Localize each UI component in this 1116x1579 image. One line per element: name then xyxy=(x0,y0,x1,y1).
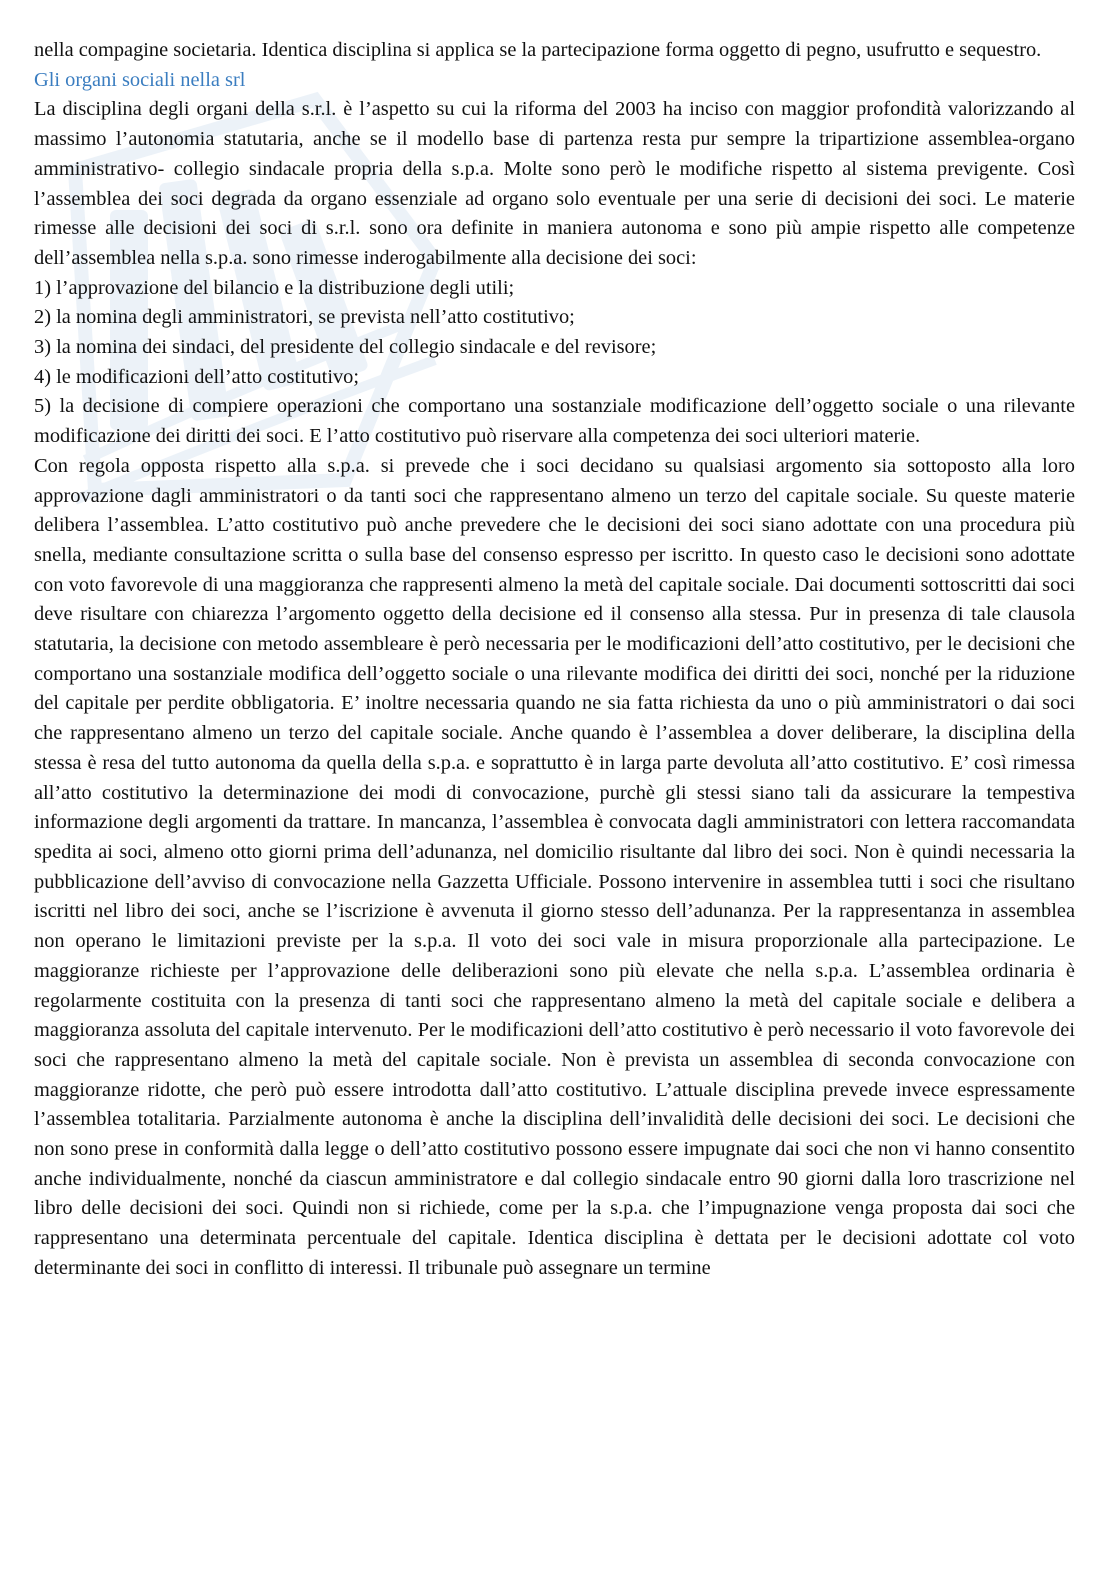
document-page xyxy=(34,36,1075,1284)
paragraph: nella compagine societaria. Identica disciplina si applica se la partecipazione forma oggetto di pegno, usufrutto e sequestro. xyxy=(34,39,1042,61)
list-item: 4) le modificazioni dell’atto costitutivo; xyxy=(34,365,360,388)
list-item: 2) la nomina degli amministratori, se prevista nell’atto costitutivo; xyxy=(34,306,575,329)
paragraph: La disciplina degli organi della s.r.l. è l’aspetto su cui la riforma del 2003 ha inciso con maggior profondità valorizzando al massimo l’autonomia statutaria, anche se il modello base di partenza resta pur sempre la tripartizione assemblea-organo amministrativo- collegio sindacale propria della s.p.a. Molte sono però le modifiche rispetto al sistema previgente. Così l’assemblea dei soci degrada da organo essenziale ad organo solo eventuale per una serie di decisioni dei soci. Le materie rimesse alle decisioni dei soci di s.r.l. sono ora definite in maniera autonoma e sono più ampie rispetto alle competenze dell’assemblea nella s.p.a. sono rimesse inderogabilmente alla decisione dei soci: xyxy=(34,98,1075,269)
list-item: 3) la nomina dei sindaci, del presidente del collegio sindacale e del revisore; xyxy=(34,336,657,359)
paragraph: Con regola opposta rispetto alla s.p.a. si prevede che i soci decidano su qualsiasi argomento sia sottoposto alla loro approvazione dagli amministratori o da tanti soci che rappresentano almeno un terzo del capitale sociale. Su queste materie delibera l’assemblea. L’atto costitutivo può anche prevedere che le decisioni dei soci siano adottate con una procedura più snella, mediante consultazione scritta o sulla base del consenso espresso per iscritto. In questo caso le decisioni sono adottate con voto favorevole di una maggioranza che rappresenti almeno la metà del capitale sociale. Dai documenti sottoscritti dai soci deve risultare con chiarezza l’argomento oggetto della decisione ed il consenso alla stessa. Pur in presenza di tale clausola statutaria, la decisione con metodo assembleare è però necessaria per le modificazioni dell’atto costitutivo, per le decisioni che comportano una sostanziale modifica dell’oggetto sociale o una rilevante modifica dei diritti dei soci, nonché per la riduzione del capitale per perdite obbligatoria. E’ inoltre necessaria quando ne sia fatta richiesta da uno o più amministratori o dai soci che rappresentano almeno un terzo del capitale sociale. Anche quando è l’assemblea a dover deliberare, la disciplina della stessa è resa del tutto autonoma da quella della s.p.a. e soprattutto è in larga parte devoluta all’atto costitutivo. E’ così rimessa all’atto costitutivo la determinazione dei modi di convocazione, purchè gli stessi siano tali da assicurare la tempestiva informazione degli argomenti da trattare. In mancanza, l’assemblea è convocata dagli amministratori con lettera raccomandata spedita ai soci, almeno otto giorni prima dell’adunanza, nel domicilio risultante dal libro dei soci. Non è quindi necessaria la pubblicazione dell’avviso di convocazione nella Gazzetta Ufficiale. Possono intervenire in assemblea tutti i soci che risultano iscritti nel libro dei soci, anche se l’iscrizione è avvenuta il giorno stesso dell’adunanza. Per la rappresentanza in assemblea non operano le limitazioni previste per la s.p.a. Il voto dei soci vale in misura proporzionale alla partecipazione. Le maggioranze richieste per l’approvazione delle deliberazioni sono più elevate che nella s.p.a. L’assemblea ordinaria è regolarmente costituita con la presenza di tanti soci che rappresentano almeno la metà del capitale sociale e delibera a maggioranza assoluta del capitale intervenuto. Per le modificazioni dell’atto costitutivo è però necessario il voto favorevole dei soci che rappresentano almeno la metà del capitale sociale. Non è prevista un assemblea di seconda convocazione con maggioranze ridotte, che però può essere introdotta dall’atto costitutivo. L’attuale disciplina prevede invece espressamente l’assemblea totalitaria. Parzialmente autonoma è anche la disciplina dell’invalidità delle decisioni dei soci. Le decisioni che non sono prese in conformità dalla legge o dell’atto costitutivo possono essere impugnate dai soci che non vi hanno consentito anche individualmente, nonché da ciascun amministratore e dal collegio sindacale entro 90 giorni dalla loro trascrizione nel libro delle decisioni dei soci. Quindi non si richiede, come per la s.p.a. che l’impugnazione venga proposta dai soci che rappresentano una determinata percentuale del capitale. Identica disciplina è dettata per le decisioni adottate col voto determinante dei soci in conflitto di interessi. Il tribunale può assegnare un termine xyxy=(34,454,1075,1279)
list-item: 1) l’approvazione del bilancio e la distribuzione degli utili; xyxy=(34,276,515,299)
section-heading: Gli organi sociali nella srl xyxy=(34,68,246,91)
list-item: 5) la decisione di compiere operazioni che comportano una sostanziale modificazione dell’oggetto sociale o una rilevante modificazione dei diritti dei soci. E l’atto costitutivo può riservare alla competenza dei soci ulteriori materie. xyxy=(34,395,1075,448)
